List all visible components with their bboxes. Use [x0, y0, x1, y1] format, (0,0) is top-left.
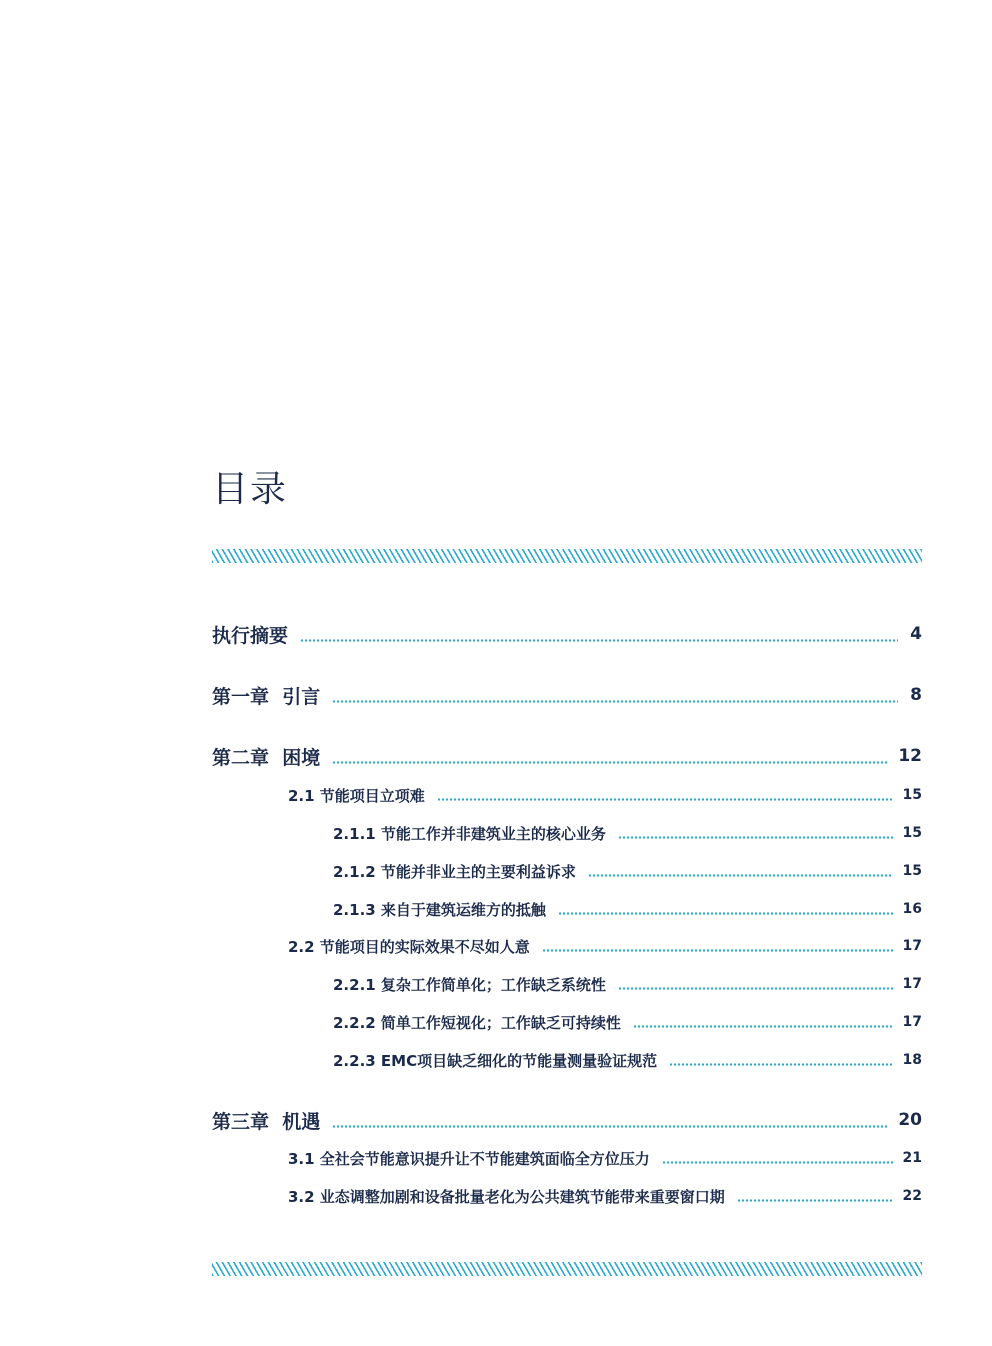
toc-entry-label: 2.2.1 复杂工作简单化；工作缺乏系统性: [333, 975, 606, 994]
toc-entry-page: 4: [910, 624, 922, 644]
toc-title: 目录: [212, 469, 289, 510]
dot-leader: [332, 1125, 888, 1128]
dot-leader: [662, 1161, 893, 1164]
toc-entry-label: 第一章 引言: [212, 685, 321, 708]
toc-entry-page: 12: [898, 746, 922, 766]
toc-entry-label: 第二章 困境: [212, 746, 321, 769]
top-stripe-divider: [212, 549, 922, 563]
toc-entry-label: 第三章 机遇: [212, 1110, 321, 1133]
toc-entry-label: 3.2 业态调整加剧和设备批量老化为公共建筑节能带来重要窗口期: [288, 1187, 725, 1206]
toc-entry-label: 2.1.1 节能工作并非建筑业主的核心业务: [333, 824, 606, 843]
toc-entry-executive-summary[interactable]: [212, 621, 922, 647]
toc-entry-page: 15: [902, 825, 922, 841]
toc-entry-2-1-2[interactable]: [333, 860, 922, 882]
toc-entry-page: 17: [902, 938, 922, 954]
dot-leader: [332, 700, 898, 703]
dot-leader: [669, 1063, 892, 1066]
toc-entry-chapter-2[interactable]: [212, 743, 922, 769]
toc-entry-label: 2.2 节能项目的实际效果不尽如人意: [288, 937, 530, 956]
dot-leader: [542, 949, 893, 952]
toc-entry-page: 21: [902, 1150, 922, 1166]
toc-entry-2-2[interactable]: [288, 935, 922, 957]
dot-leader: [437, 798, 893, 801]
toc-entry-2-1[interactable]: [288, 784, 922, 806]
toc-entry-label: 2.1.3 来自于建筑运维方的抵触: [333, 900, 546, 919]
toc-entry-3-1[interactable]: [288, 1147, 922, 1169]
toc-entry-2-1-3[interactable]: [333, 898, 922, 920]
toc-entry-page: 15: [902, 863, 922, 879]
toc-entry-3-2[interactable]: [288, 1185, 922, 1207]
toc-entry-chapter-3[interactable]: [212, 1107, 922, 1133]
toc-entry-page: 8: [910, 685, 922, 705]
dot-leader: [588, 874, 893, 877]
toc-entry-2-2-2[interactable]: [333, 1011, 922, 1033]
toc-entry-2-2-3[interactable]: [333, 1049, 922, 1071]
toc-entry-page: 16: [902, 901, 922, 917]
toc-entry-page: 17: [902, 976, 922, 992]
dot-leader: [633, 1025, 893, 1028]
toc-entry-label: 3.1 全社会节能意识提升让不节能建筑面临全方位压力: [288, 1149, 650, 1168]
dot-leader: [332, 761, 888, 764]
toc-entry-2-2-1[interactable]: [333, 973, 922, 995]
dot-leader: [618, 987, 893, 990]
toc-entry-label: 2.2.3 EMC项目缺乏细化的节能量测量验证规范: [333, 1051, 658, 1070]
toc-entry-2-1-1[interactable]: [333, 822, 922, 844]
dot-leader: [558, 912, 893, 915]
toc-entry-page: 18: [902, 1052, 922, 1068]
toc-entry-label: 2.1 节能项目立项难: [288, 786, 425, 805]
toc-entry-chapter-1[interactable]: [212, 682, 922, 708]
toc-entry-label: 2.2.2 简单工作短视化；工作缺乏可持续性: [333, 1013, 621, 1032]
bottom-stripe-divider: [212, 1262, 922, 1276]
toc-entry-label: 执行摘要: [212, 624, 289, 647]
dot-leader: [737, 1199, 893, 1202]
toc-entry-label: 2.1.2 节能并非业主的主要利益诉求: [333, 862, 576, 881]
dot-leader: [300, 639, 898, 642]
toc-entry-page: 17: [902, 1014, 922, 1030]
toc-entry-page: 15: [902, 787, 922, 803]
dot-leader: [618, 836, 893, 839]
toc-entry-page: 22: [902, 1188, 922, 1204]
toc-entry-page: 20: [898, 1110, 922, 1130]
